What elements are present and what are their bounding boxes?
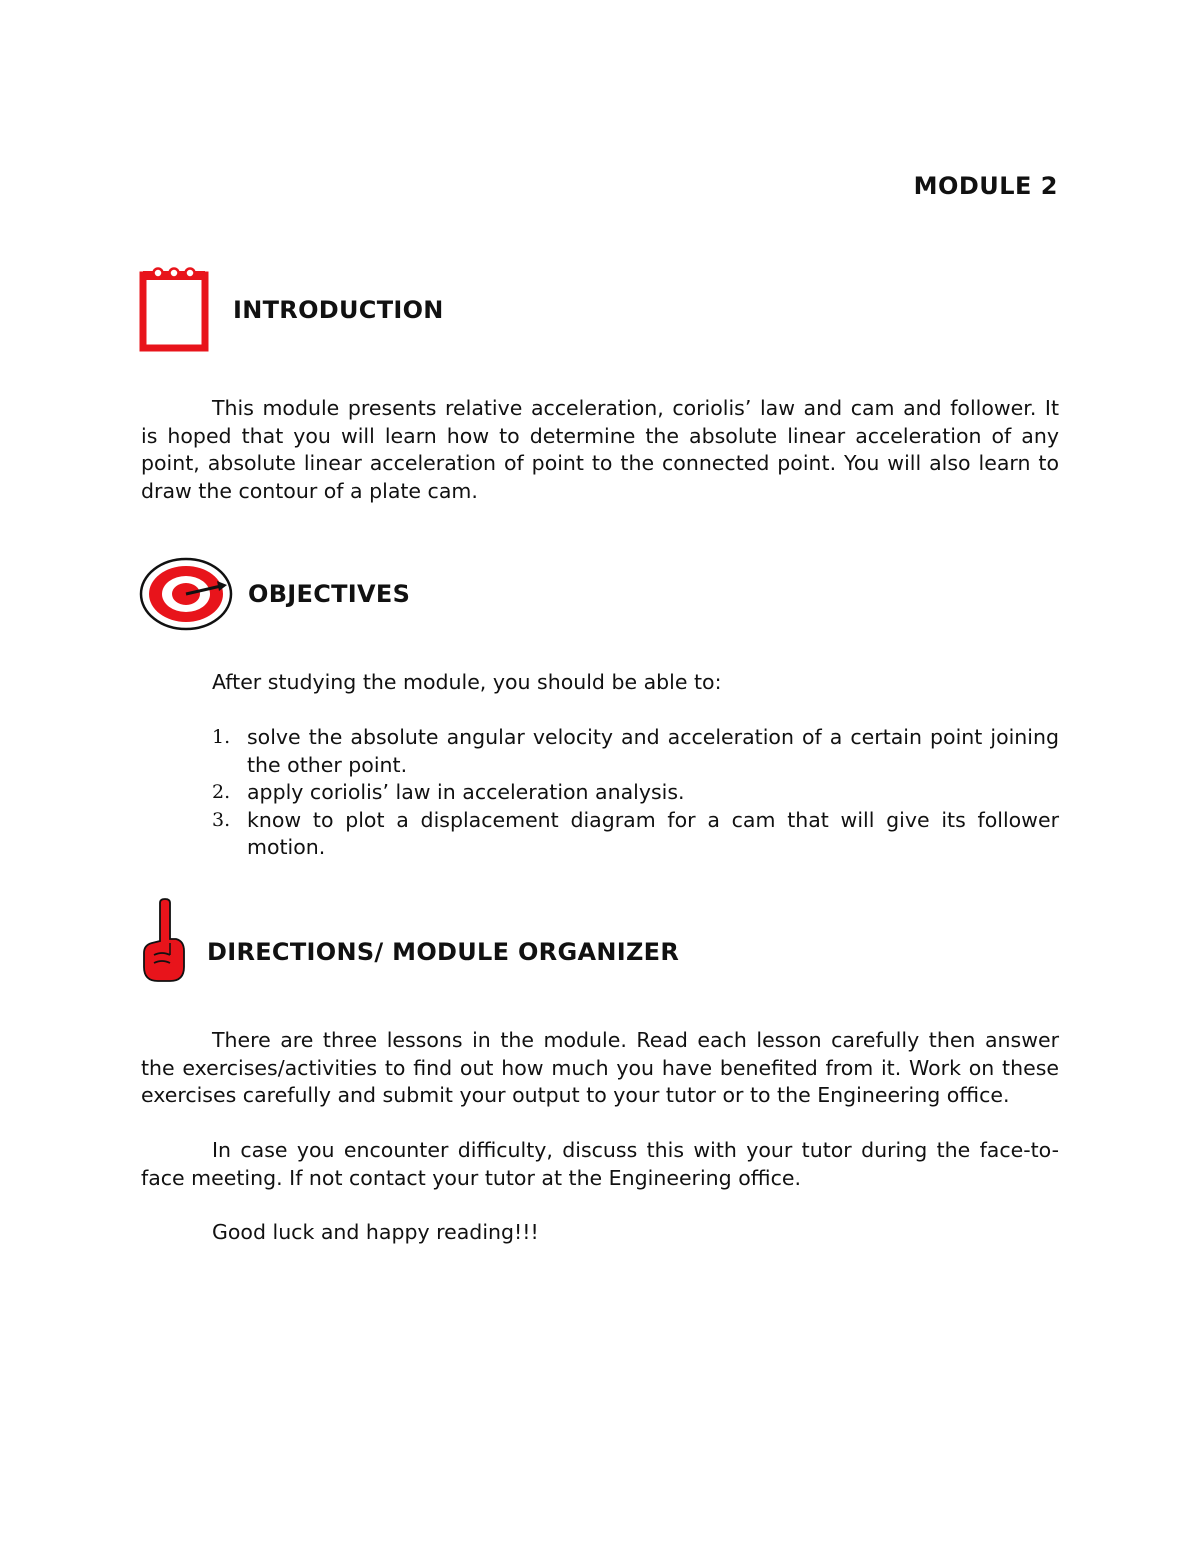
objectives-lead: After studying the module, you should be able to: [212, 670, 722, 694]
introduction-paragraph: This module presents relative acceleration, coriolis’ law and cam and follower. It is hoped that you will learn how to determine the absolute linear acceleration of any point, absolute linear acceleration of point to the connected point. You will also learn to draw the contour of a plate cam. [141, 396, 1059, 503]
module-label: MODULE 2 [913, 172, 1058, 200]
list-item-text: apply coriolis’ law in acceleration analysis. [247, 780, 685, 804]
list-item-text: solve the absolute angular velocity and acceleration of a certain point joining the other point. [247, 725, 1059, 777]
list-item [141, 724, 1059, 779]
directions-paragraph-1: There are three lessons in the module. Read each lesson carefully then answer the exercises/activities to find out how much you have benefited from it. Work on these exercises carefully and submit your output to your tutor or to the Engineering office. [141, 1028, 1059, 1107]
objectives-list [141, 724, 1059, 862]
list-item-number: 1. [212, 726, 231, 748]
list-item-number: 2. [212, 781, 231, 803]
list-item-text: know to plot a displacement diagram for a cam that will give its follower motion. [247, 807, 1059, 859]
introduction-heading: INTRODUCTION [233, 296, 444, 324]
pointing-hand-icon [140, 897, 188, 985]
target-icon [139, 556, 235, 632]
directions-heading: DIRECTIONS/ MODULE ORGANIZER [207, 938, 680, 966]
list-item [141, 779, 1059, 807]
objectives-heading: OBJECTIVES [248, 580, 411, 608]
list-item-number: 3. [212, 808, 231, 831]
closing-line: Good luck and happy reading!!! [212, 1220, 539, 1244]
directions-paragraph-2: In case you encounter difficulty, discuss this with your tutor during the face-to-face meeting. If not contact your tutor at the Engineering office. [141, 1138, 1059, 1190]
notepad-icon [139, 266, 211, 354]
list-item [141, 807, 1059, 862]
